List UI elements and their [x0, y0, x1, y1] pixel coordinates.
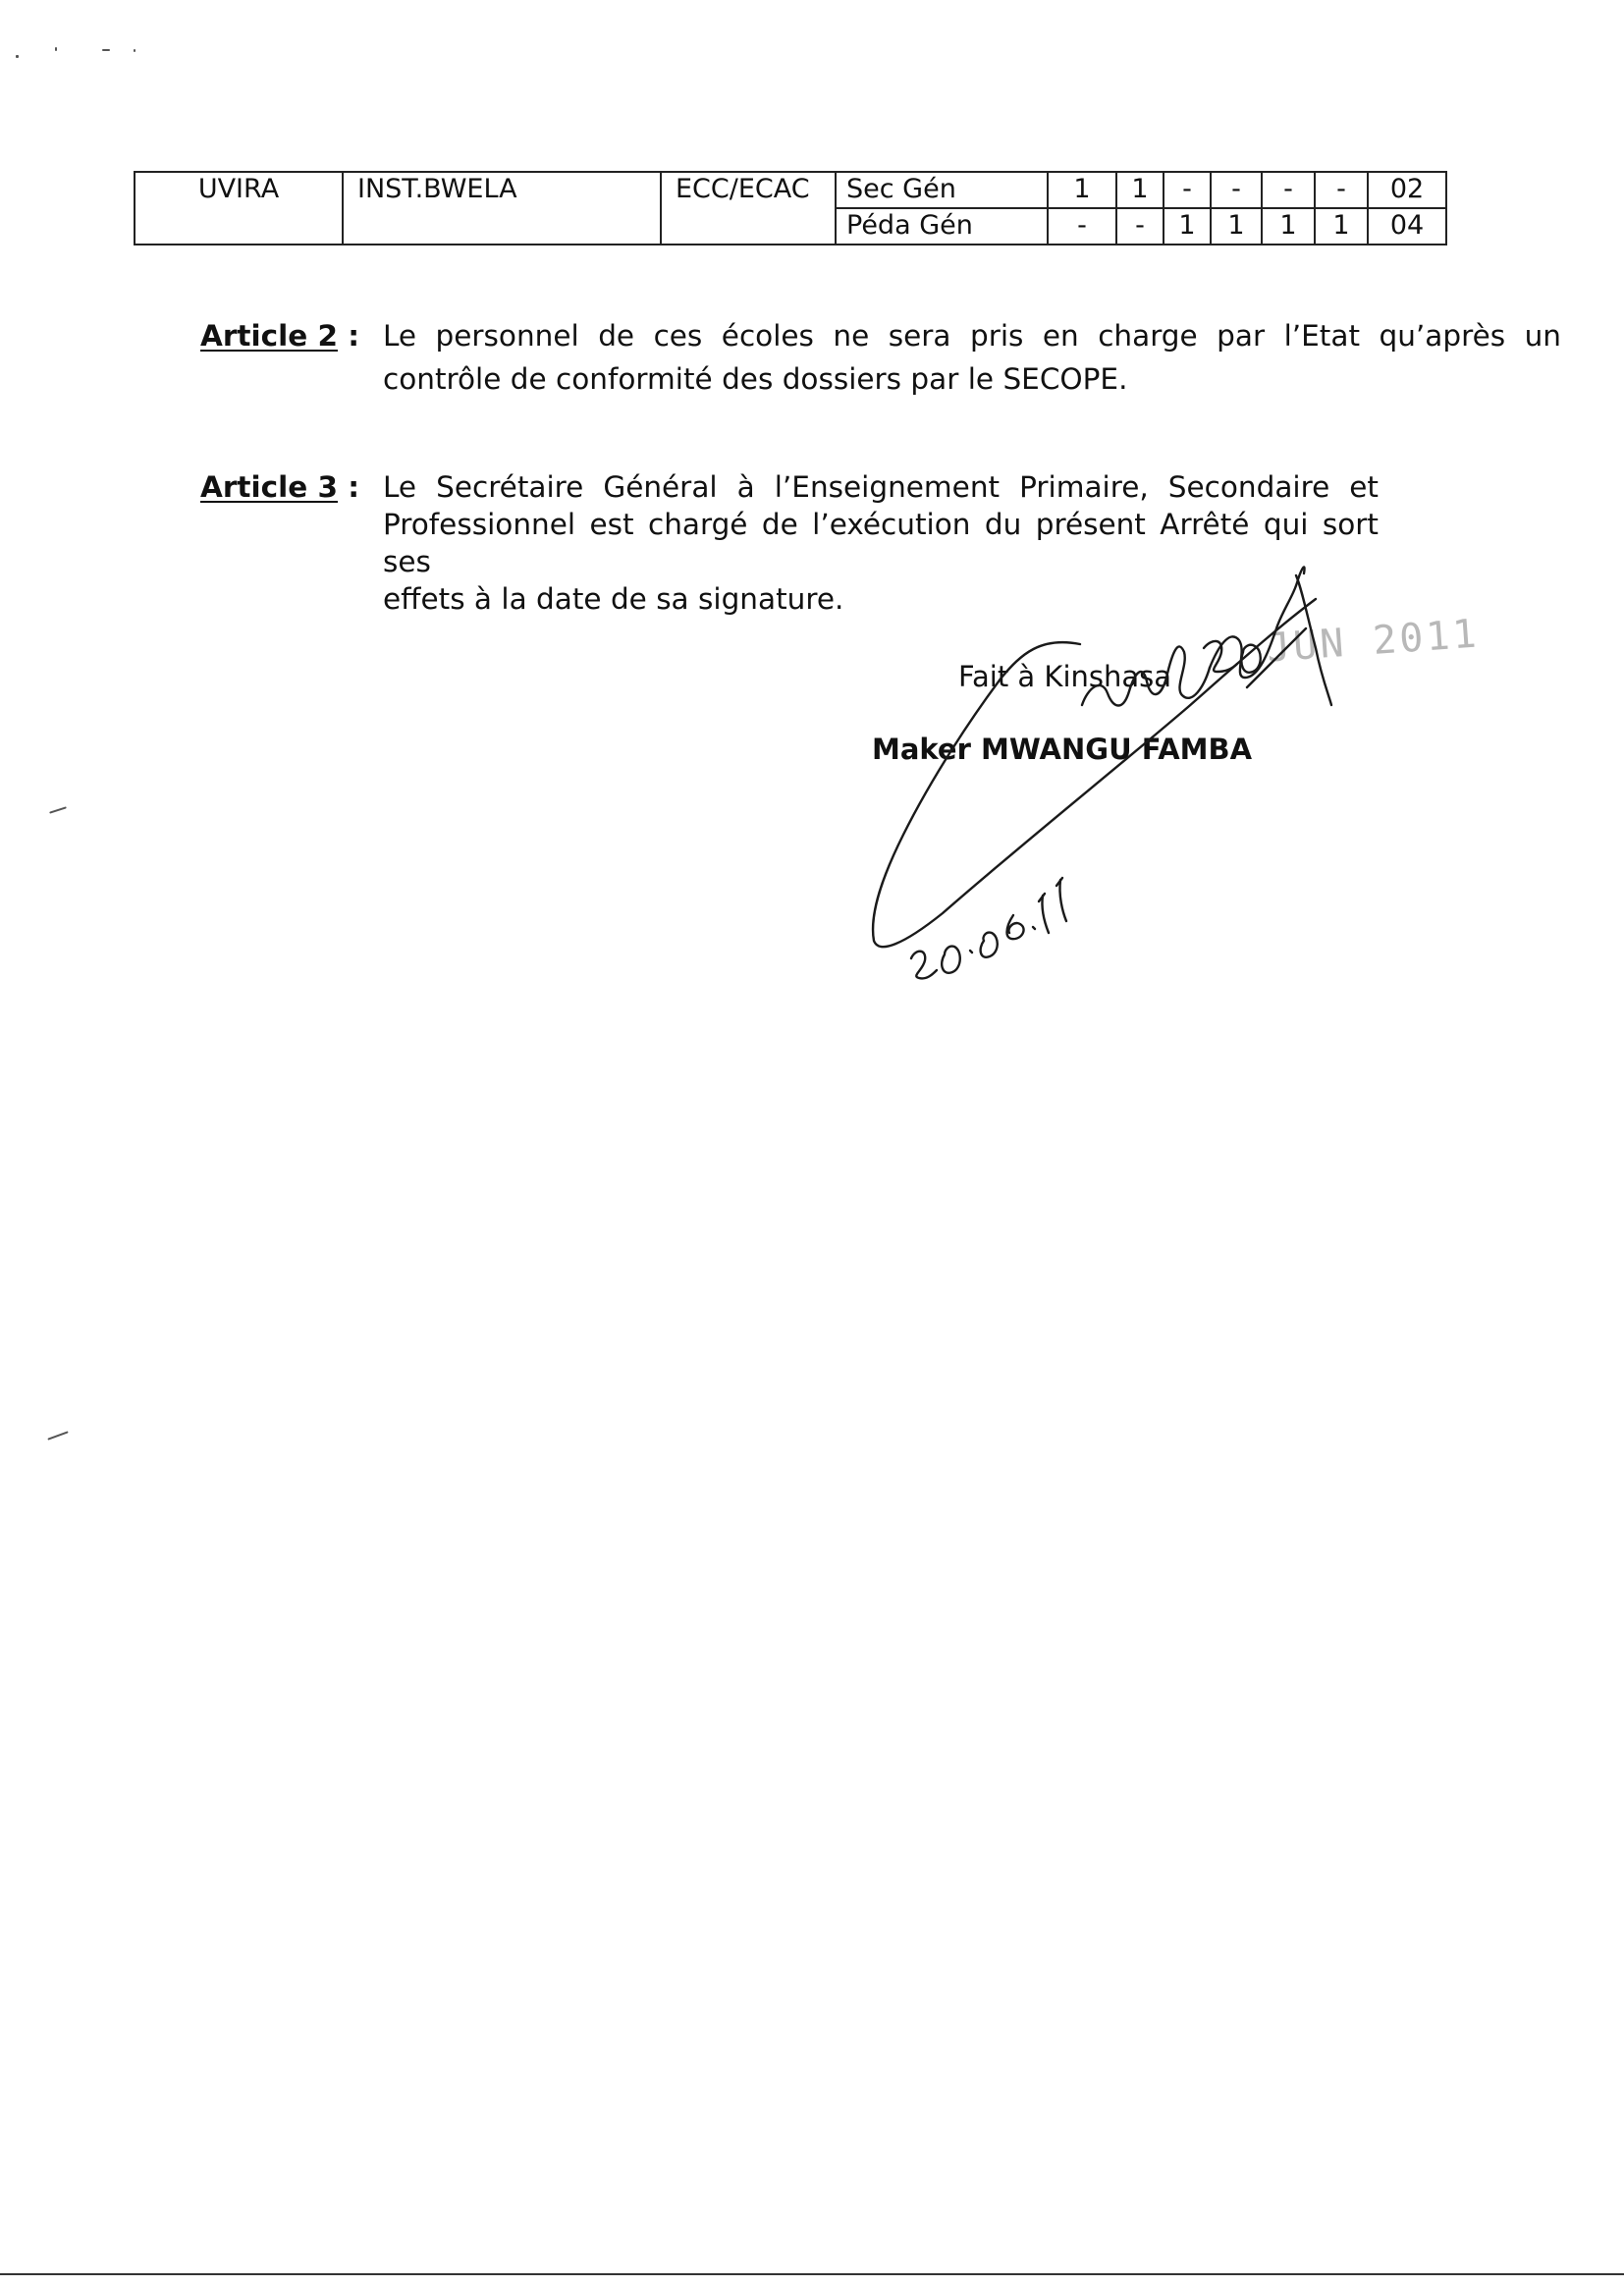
cell-regime: ECC/ECAC: [661, 172, 836, 208]
date-stamp: JUN 2011: [1265, 611, 1481, 672]
scan-speck: [102, 49, 110, 51]
scan-speck: [16, 55, 19, 58]
cell-value: 1: [1211, 208, 1262, 245]
article-line: Le personnel de ces écoles ne sera pris en charge par l’Etat qu’après un: [383, 319, 1561, 353]
cell-value: -: [1211, 172, 1262, 208]
cell-total: 02: [1368, 172, 1446, 208]
article-number: Article 3: [200, 470, 338, 504]
cell-value: 1: [1262, 208, 1315, 245]
cell-value: -: [1116, 208, 1164, 245]
cell-total: 04: [1368, 208, 1446, 245]
article-line: Le Secrétaire Général à l’Enseignement Primaire, Secondaire et: [383, 470, 1379, 504]
article-label: [200, 317, 359, 354]
article-line: contrôle de conformité des dossiers par le SECOPE.: [383, 362, 1128, 396]
schools-table: [134, 171, 1447, 245]
cell-value: 1: [1116, 172, 1164, 208]
article-line: Professionnel est chargé de l’exécution du présent Arrêté qui sort ses: [383, 508, 1379, 578]
article-body: [383, 317, 1561, 398]
article-body: [383, 468, 1379, 618]
cell-ville: UVIRA: [135, 172, 343, 208]
article-label: [200, 468, 359, 506]
cell-value: -: [1262, 172, 1315, 208]
cell-value: -: [1048, 208, 1116, 245]
scan-speck: [55, 47, 57, 51]
scan-speck: [47, 1431, 68, 1440]
cell-option: Péda Gén: [836, 208, 1048, 245]
table-row: [135, 172, 1446, 208]
article-line: effets à la date de sa signature.: [383, 582, 844, 616]
scan-speck: [49, 806, 67, 813]
cell-value: 1: [1164, 208, 1211, 245]
page-bottom-edge: [0, 2273, 1624, 2275]
article-number: Article 2: [200, 319, 338, 353]
cell-value: 1: [1315, 208, 1368, 245]
cell-value: 1: [1048, 172, 1116, 208]
cell-option: Sec Gén: [836, 172, 1048, 208]
article-colon: :: [348, 470, 360, 504]
table-row: [135, 208, 1446, 245]
signer-name: Maker MWANGU FAMBA: [872, 733, 1253, 766]
scan-speck: [134, 49, 135, 52]
cell-ecole: INST.BWELA: [343, 172, 661, 208]
cell-ville: [135, 208, 343, 245]
cell-ecole: [343, 208, 661, 245]
article-colon: :: [348, 319, 360, 353]
cell-value: -: [1164, 172, 1211, 208]
cell-value: -: [1315, 172, 1368, 208]
cell-regime: [661, 208, 836, 245]
place-line: Fait à Kinshasa: [958, 660, 1172, 693]
